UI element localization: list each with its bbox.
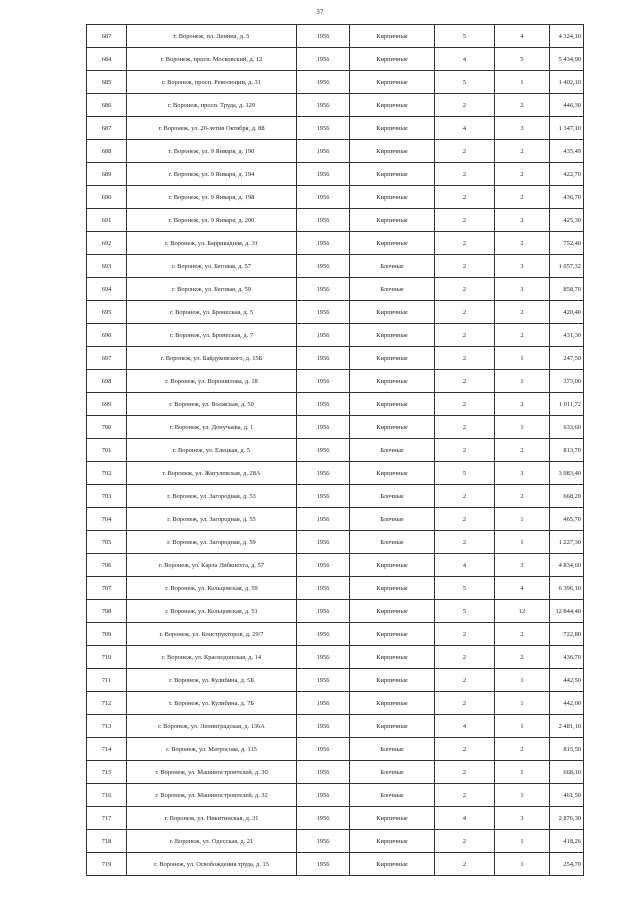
wall-material-cell: Блочные: [350, 255, 435, 278]
row-number-cell: 704: [87, 508, 127, 531]
table-row: [87, 761, 584, 784]
entrances-cell: 2: [495, 623, 550, 646]
entrances-cell: 3: [495, 807, 550, 830]
address-cell: г. Воронеж, ул. Беговая, д. 59: [127, 278, 297, 301]
year-cell: 1956: [297, 278, 350, 301]
floors-cell: 2: [435, 324, 495, 347]
entrances-cell: 2: [495, 485, 550, 508]
table-row: [87, 163, 584, 186]
table-row: [87, 94, 584, 117]
table-row: [87, 669, 584, 692]
address-cell: г. Воронеж, ул. 9 Января, д. 194: [127, 163, 297, 186]
row-number-cell: 689: [87, 163, 127, 186]
housing-register-table: [86, 24, 584, 876]
year-cell: 1956: [297, 439, 350, 462]
address-cell: г. Воронеж, ул. 9 Января, д. 190: [127, 140, 297, 163]
row-number-cell: 710: [87, 646, 127, 669]
entrances-cell: 3: [495, 278, 550, 301]
year-cell: 1956: [297, 531, 350, 554]
address-cell: г. Воронеж, ул. Беговая, д. 57: [127, 255, 297, 278]
year-cell: 1956: [297, 646, 350, 669]
area-cell: 2 876,30: [550, 807, 584, 830]
row-number-cell: 705: [87, 531, 127, 554]
address-cell: г. Воронеж, ул. Никитинская, д. 31: [127, 807, 297, 830]
wall-material-cell: Блочные: [350, 278, 435, 301]
address-cell: г. Воронеж, ул. 9 Января, д. 200: [127, 209, 297, 232]
entrances-cell: 1: [495, 71, 550, 94]
entrances-cell: 3: [495, 255, 550, 278]
table-row: [87, 531, 584, 554]
table-row: [87, 117, 584, 140]
year-cell: 1956: [297, 393, 350, 416]
wall-material-cell: Блочные: [350, 784, 435, 807]
row-number-cell: 687: [87, 25, 127, 48]
wall-material-cell: Кирпичные: [350, 347, 435, 370]
row-number-cell: 708: [87, 600, 127, 623]
year-cell: 1956: [297, 508, 350, 531]
entrances-cell: 1: [495, 692, 550, 715]
table-row: [87, 623, 584, 646]
floors-cell: 2: [435, 370, 495, 393]
table-row: [87, 25, 584, 48]
floors-cell: 2: [435, 738, 495, 761]
area-cell: 1 227,30: [550, 531, 584, 554]
address-cell: г. Воронеж, ул. Загородная, д. 55: [127, 508, 297, 531]
entrances-cell: 1: [495, 830, 550, 853]
address-cell: г. Воронеж, ул. Кулибина, д. 5Б: [127, 669, 297, 692]
address-cell: г. Воронеж, ул. 20-летия Октября, д. 88: [127, 117, 297, 140]
table-row: [87, 508, 584, 531]
table-row: [87, 807, 584, 830]
table-row: [87, 255, 584, 278]
year-cell: 1956: [297, 853, 350, 876]
wall-material-cell: Кирпичные: [350, 209, 435, 232]
row-number-cell: 700: [87, 416, 127, 439]
year-cell: 1956: [297, 738, 350, 761]
floors-cell: 2: [435, 830, 495, 853]
year-cell: 1956: [297, 301, 350, 324]
table-row: [87, 48, 584, 71]
wall-material-cell: Блочные: [350, 761, 435, 784]
wall-material-cell: Кирпичные: [350, 416, 435, 439]
table-row: [87, 738, 584, 761]
area-cell: 465,70: [550, 508, 584, 531]
table-row: [87, 830, 584, 853]
address-cell: г. Воронеж, ул. Донучаева, д. 1: [127, 416, 297, 439]
area-cell: 420,40: [550, 301, 584, 324]
area-cell: 446,30: [550, 94, 584, 117]
wall-material-cell: Блочные: [350, 531, 435, 554]
floors-cell: 5: [435, 71, 495, 94]
row-number-cell: 691: [87, 209, 127, 232]
row-number-cell: 713: [87, 715, 127, 738]
entrances-cell: 2: [495, 324, 550, 347]
wall-material-cell: Кирпичные: [350, 830, 435, 853]
entrances-cell: 2: [495, 301, 550, 324]
wall-material-cell: Кирпичные: [350, 462, 435, 485]
year-cell: 1956: [297, 186, 350, 209]
row-number-cell: 690: [87, 186, 127, 209]
wall-material-cell: Кирпичные: [350, 94, 435, 117]
wall-material-cell: Кирпичные: [350, 370, 435, 393]
area-cell: 431,30: [550, 324, 584, 347]
entrances-cell: 2: [495, 209, 550, 232]
year-cell: 1956: [297, 807, 350, 830]
row-number-cell: 693: [87, 255, 127, 278]
address-cell: г. Воронеж, ул. Загородная, д. 59: [127, 531, 297, 554]
row-number-cell: 688: [87, 140, 127, 163]
row-number-cell: 707: [87, 577, 127, 600]
table-row: [87, 439, 584, 462]
entrances-cell: 1: [495, 531, 550, 554]
table-row: [87, 554, 584, 577]
year-cell: 1956: [297, 623, 350, 646]
wall-material-cell: Кирпичные: [350, 669, 435, 692]
area-cell: 422,70: [550, 163, 584, 186]
row-number-cell: 706: [87, 554, 127, 577]
area-cell: 858,70: [550, 278, 584, 301]
wall-material-cell: Кирпичные: [350, 600, 435, 623]
wall-material-cell: Кирпичные: [350, 853, 435, 876]
floors-cell: 5: [435, 577, 495, 600]
wall-material-cell: Кирпичные: [350, 692, 435, 715]
address-cell: г. Воронеж, ул. Волжская, д. 50: [127, 393, 297, 416]
area-cell: 4 834,60: [550, 554, 584, 577]
row-number-cell: 692: [87, 232, 127, 255]
wall-material-cell: Кирпичные: [350, 163, 435, 186]
year-cell: 1956: [297, 485, 350, 508]
floors-cell: 4: [435, 715, 495, 738]
row-number-cell: 703: [87, 485, 127, 508]
row-number-cell: 695: [87, 301, 127, 324]
year-cell: 1956: [297, 370, 350, 393]
year-cell: 1956: [297, 347, 350, 370]
table-row: [87, 600, 584, 623]
floors-cell: 2: [435, 761, 495, 784]
address-cell: г. Воронеж, ул. Ленинградская, д. 136А: [127, 715, 297, 738]
table-row: [87, 140, 584, 163]
wall-material-cell: Блочные: [350, 439, 435, 462]
entrances-cell: 2: [495, 393, 550, 416]
address-cell: г. Воронеж, просп. Революции, д. 31: [127, 71, 297, 94]
area-cell: 435,49: [550, 140, 584, 163]
table-row: [87, 301, 584, 324]
row-number-cell: 697: [87, 347, 127, 370]
entrances-cell: 3: [495, 554, 550, 577]
table-row: [87, 324, 584, 347]
address-cell: г. Воронеж, ул. Елецкая, д. 5: [127, 439, 297, 462]
wall-material-cell: Блочные: [350, 738, 435, 761]
floors-cell: 2: [435, 232, 495, 255]
address-cell: г. Воронеж, ул. Одесская, д. 21: [127, 830, 297, 853]
entrances-cell: 4: [495, 25, 550, 48]
year-cell: 1956: [297, 554, 350, 577]
floors-cell: 4: [435, 48, 495, 71]
wall-material-cell: Блочные: [350, 508, 435, 531]
entrances-cell: 2: [495, 232, 550, 255]
address-cell: г. Воронеж, ул. Загородная, д. 53: [127, 485, 297, 508]
row-number-cell: 716: [87, 784, 127, 807]
floors-cell: 2: [435, 853, 495, 876]
address-cell: г. Воронеж, ул. Машиностроителей, д. 32: [127, 784, 297, 807]
row-number-cell: 712: [87, 692, 127, 715]
entrances-cell: 1: [495, 416, 550, 439]
address-cell: г. Воронеж, ул. Кольцовская, д. 59: [127, 577, 297, 600]
wall-material-cell: Кирпичные: [350, 577, 435, 600]
area-cell: 436,70: [550, 646, 584, 669]
entrances-cell: 1: [495, 784, 550, 807]
floors-cell: 2: [435, 301, 495, 324]
table-row: [87, 646, 584, 669]
wall-material-cell: Кирпичные: [350, 232, 435, 255]
row-number-cell: 711: [87, 669, 127, 692]
year-cell: 1956: [297, 692, 350, 715]
row-number-cell: 687: [87, 117, 127, 140]
floors-cell: 2: [435, 140, 495, 163]
area-cell: 633,60: [550, 416, 584, 439]
wall-material-cell: Кирпичные: [350, 301, 435, 324]
wall-material-cell: Кирпичные: [350, 117, 435, 140]
entrances-cell: 1: [495, 669, 550, 692]
wall-material-cell: Кирпичные: [350, 324, 435, 347]
table-row: [87, 186, 584, 209]
floors-cell: 2: [435, 669, 495, 692]
row-number-cell: 698: [87, 370, 127, 393]
address-cell: г. Воронеж, ул. Кулибина, д. 7Б: [127, 692, 297, 715]
table-row: [87, 853, 584, 876]
wall-material-cell: Блочные: [350, 485, 435, 508]
row-number-cell: 718: [87, 830, 127, 853]
wall-material-cell: Кирпичные: [350, 807, 435, 830]
year-cell: 1956: [297, 25, 350, 48]
floors-cell: 2: [435, 163, 495, 186]
year-cell: 1956: [297, 830, 350, 853]
floors-cell: 2: [435, 94, 495, 117]
year-cell: 1956: [297, 232, 350, 255]
area-cell: 722,80: [550, 623, 584, 646]
table-row: [87, 416, 584, 439]
floors-cell: 2: [435, 439, 495, 462]
address-cell: г. Воронеж, ул. Байдуковского, д. 15Б: [127, 347, 297, 370]
entrances-cell: 2: [495, 94, 550, 117]
address-cell: г. Воронеж, ул. Матросова, д. 115: [127, 738, 297, 761]
year-cell: 1956: [297, 715, 350, 738]
row-number-cell: 684: [87, 48, 127, 71]
row-number-cell: 709: [87, 623, 127, 646]
area-cell: 436,70: [550, 186, 584, 209]
table-row: [87, 71, 584, 94]
address-cell: г. Воронеж, ул. Машиностроителей, д. 30: [127, 761, 297, 784]
wall-material-cell: Кирпичные: [350, 715, 435, 738]
wall-material-cell: Кирпичные: [350, 48, 435, 71]
floors-cell: 4: [435, 807, 495, 830]
year-cell: 1956: [297, 462, 350, 485]
year-cell: 1956: [297, 416, 350, 439]
area-cell: 668,10: [550, 761, 584, 784]
year-cell: 1956: [297, 669, 350, 692]
address-cell: г. Воронеж, просп. Труда, д. 129: [127, 94, 297, 117]
floors-cell: 2: [435, 692, 495, 715]
area-cell: 418,26: [550, 830, 584, 853]
entrances-cell: 1: [495, 715, 550, 738]
area-cell: 442,50: [550, 669, 584, 692]
floors-cell: 2: [435, 784, 495, 807]
wall-material-cell: Кирпичные: [350, 554, 435, 577]
row-number-cell: 714: [87, 738, 127, 761]
address-cell: г. Воронеж, ул. Краснодонская, д. 14: [127, 646, 297, 669]
address-cell: г. Воронеж, ул. Баррикадная, д. 31: [127, 232, 297, 255]
entrances-cell: 2: [495, 439, 550, 462]
year-cell: 1956: [297, 163, 350, 186]
floors-cell: 4: [435, 117, 495, 140]
address-cell: г. Воронеж, ул. 9 Января, д. 198: [127, 186, 297, 209]
entrances-cell: 2: [495, 163, 550, 186]
year-cell: 1956: [297, 324, 350, 347]
area-cell: 12 844,40: [550, 600, 584, 623]
year-cell: 1956: [297, 117, 350, 140]
entrances-cell: 1: [495, 370, 550, 393]
row-number-cell: 686: [87, 94, 127, 117]
table-row: [87, 715, 584, 738]
entrances-cell: 2: [495, 140, 550, 163]
entrances-cell: 2: [495, 186, 550, 209]
entrances-cell: 4: [495, 577, 550, 600]
entrances-cell: 12: [495, 600, 550, 623]
table-row: [87, 347, 584, 370]
table-row: [87, 278, 584, 301]
address-cell: г. Воронеж, пл. Ленина, д. 5: [127, 25, 297, 48]
wall-material-cell: Кирпичные: [350, 186, 435, 209]
area-cell: 4 324,10: [550, 25, 584, 48]
entrances-cell: 2: [495, 646, 550, 669]
floors-cell: 5: [435, 25, 495, 48]
area-cell: 1 057,32: [550, 255, 584, 278]
floors-cell: 2: [435, 186, 495, 209]
table-row: [87, 232, 584, 255]
wall-material-cell: Кирпичные: [350, 623, 435, 646]
address-cell: г. Воронеж, ул. Конструкторов, д. 29/7: [127, 623, 297, 646]
area-cell: 815,50: [550, 738, 584, 761]
entrances-cell: 2: [495, 738, 550, 761]
address-cell: г. Воронеж, ул. Ворошилова, д. 18: [127, 370, 297, 393]
area-cell: 442,00: [550, 692, 584, 715]
year-cell: 1956: [297, 94, 350, 117]
wall-material-cell: Кирпичные: [350, 646, 435, 669]
entrances-cell: 1: [495, 347, 550, 370]
table-row: [87, 692, 584, 715]
floors-cell: 2: [435, 347, 495, 370]
address-cell: г. Воронеж, ул. Карла Либкнехта, д. 57: [127, 554, 297, 577]
entrances-cell: 5: [495, 48, 550, 71]
floors-cell: 2: [435, 416, 495, 439]
area-cell: 1 402,10: [550, 71, 584, 94]
area-cell: 373,00: [550, 370, 584, 393]
entrances-cell: 1: [495, 853, 550, 876]
year-cell: 1956: [297, 140, 350, 163]
row-number-cell: 719: [87, 853, 127, 876]
area-cell: 425,30: [550, 209, 584, 232]
row-number-cell: 702: [87, 462, 127, 485]
row-number-cell: 696: [87, 324, 127, 347]
area-cell: 1 011,72: [550, 393, 584, 416]
area-cell: 254,70: [550, 853, 584, 876]
address-cell: г. Воронеж, ул. Жигулевская, д. 28А: [127, 462, 297, 485]
entrances-cell: 3: [495, 117, 550, 140]
floors-cell: 5: [435, 462, 495, 485]
floors-cell: 2: [435, 485, 495, 508]
area-cell: 813,70: [550, 439, 584, 462]
table-row: [87, 462, 584, 485]
floors-cell: 5: [435, 600, 495, 623]
floors-cell: 4: [435, 554, 495, 577]
area-cell: 2 481,10: [550, 715, 584, 738]
address-cell: г. Воронеж, просп. Московский, д. 12: [127, 48, 297, 71]
area-cell: 5 434,90: [550, 48, 584, 71]
wall-material-cell: Кирпичные: [350, 25, 435, 48]
address-cell: г. Воронеж, ул. Освобождения труда, д. 15: [127, 853, 297, 876]
area-cell: 247,50: [550, 347, 584, 370]
floors-cell: 2: [435, 531, 495, 554]
year-cell: 1956: [297, 784, 350, 807]
address-cell: г. Воронеж, ул. Кольцовская, д. 51: [127, 600, 297, 623]
area-cell: 3 083,40: [550, 462, 584, 485]
floors-cell: 2: [435, 508, 495, 531]
address-cell: г. Воронеж, ул. Бронеская, д. 7: [127, 324, 297, 347]
entrances-cell: 1: [495, 508, 550, 531]
table-row: [87, 370, 584, 393]
year-cell: 1956: [297, 48, 350, 71]
row-number-cell: 701: [87, 439, 127, 462]
area-cell: 461,50: [550, 784, 584, 807]
table-row: [87, 485, 584, 508]
wall-material-cell: Кирпичные: [350, 140, 435, 163]
floors-cell: 2: [435, 209, 495, 232]
table-row: [87, 209, 584, 232]
floors-cell: 2: [435, 623, 495, 646]
wall-material-cell: Кирпичные: [350, 71, 435, 94]
address-cell: г. Воронеж, ул. Бронеская, д. 5: [127, 301, 297, 324]
table-body: [87, 25, 584, 876]
floors-cell: 2: [435, 278, 495, 301]
row-number-cell: 694: [87, 278, 127, 301]
area-cell: 6 396,10: [550, 577, 584, 600]
wall-material-cell: Кирпичные: [350, 393, 435, 416]
table-row: [87, 577, 584, 600]
entrances-cell: 3: [495, 462, 550, 485]
floors-cell: 2: [435, 393, 495, 416]
row-number-cell: 717: [87, 807, 127, 830]
row-number-cell: 699: [87, 393, 127, 416]
row-number-cell: 715: [87, 761, 127, 784]
year-cell: 1956: [297, 761, 350, 784]
page-number: 37: [316, 8, 324, 16]
area-cell: 668,20: [550, 485, 584, 508]
row-number-cell: 685: [87, 71, 127, 94]
year-cell: 1956: [297, 255, 350, 278]
floors-cell: 2: [435, 646, 495, 669]
year-cell: 1956: [297, 71, 350, 94]
year-cell: 1956: [297, 577, 350, 600]
entrances-cell: 1: [495, 761, 550, 784]
area-cell: 1 347,10: [550, 117, 584, 140]
area-cell: 752,40: [550, 232, 584, 255]
table-row: [87, 393, 584, 416]
year-cell: 1956: [297, 209, 350, 232]
floors-cell: 2: [435, 255, 495, 278]
year-cell: 1956: [297, 600, 350, 623]
table-row: [87, 784, 584, 807]
